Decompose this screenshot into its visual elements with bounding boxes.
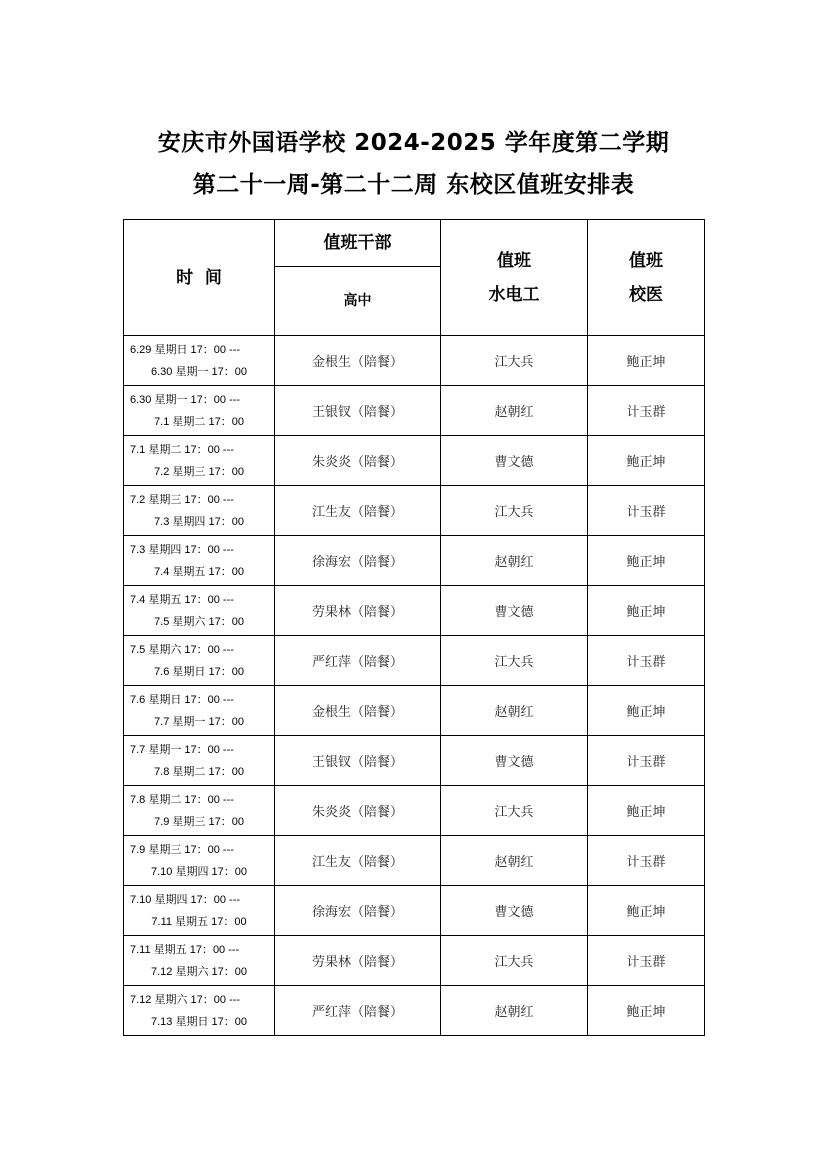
time-cell [124, 386, 275, 436]
document-title-line2: 第二十一周-第二十二周 东校区值班安排表 [192, 172, 635, 198]
document-title-line1: 安庆市外国语学校 2024-2025 学年度第二学期 [157, 130, 670, 156]
time-end: 7.3 星期四 17：00 [154, 515, 244, 528]
table-row [124, 986, 705, 1036]
time-end: 7.5 星期六 17：00 [154, 615, 244, 628]
time-end: 7.7 星期一 17：00 [154, 715, 244, 728]
electrician-cell: 赵朝红 [441, 386, 588, 436]
cadre-cell: 徐海宏（陪餐） [275, 536, 441, 586]
time-cell [124, 886, 275, 936]
time-start: 7.3 星期四 17：00 --- [130, 543, 234, 556]
time-end: 7.10 星期四 17：00 [151, 865, 247, 878]
doctor-cell: 计玉群 [588, 486, 705, 536]
doctor-cell: 鲍正坤 [588, 786, 705, 836]
cadre-cell: 江生友（陪餐） [275, 836, 441, 886]
table-row [124, 536, 705, 586]
header-doctor [588, 220, 705, 336]
cadre-cell: 金根生（陪餐） [275, 336, 441, 386]
time-start: 7.2 星期三 17：00 --- [130, 493, 234, 506]
time-cell [124, 986, 275, 1036]
doctor-cell: 鲍正坤 [588, 336, 705, 386]
time-start: 7.4 星期五 17：00 --- [130, 593, 234, 606]
doctor-cell: 计玉群 [588, 736, 705, 786]
cadre-cell: 朱炎炎（陪餐） [275, 436, 441, 486]
table-row [124, 386, 705, 436]
electrician-cell: 曹文德 [441, 586, 588, 636]
electrician-cell: 江大兵 [441, 336, 588, 386]
table-row [124, 586, 705, 636]
time-start: 7.1 星期二 17：00 --- [130, 443, 234, 456]
cadre-cell: 劳果林（陪餐） [275, 936, 441, 986]
doctor-cell: 鲍正坤 [588, 536, 705, 586]
time-end: 7.1 星期二 17：00 [154, 415, 244, 428]
header-doctor-line1: 值班 [629, 250, 663, 271]
table-row [124, 886, 705, 936]
time-start: 7.11 星期五 17：00 --- [130, 943, 240, 956]
header-time: 时 间 [124, 220, 275, 336]
cadre-cell: 金根生（陪餐） [275, 686, 441, 736]
time-end: 7.12 星期六 17：00 [151, 965, 247, 978]
table-row [124, 786, 705, 836]
table-row [124, 736, 705, 786]
table-row [124, 686, 705, 736]
time-end: 7.2 星期三 17：00 [154, 465, 244, 478]
duty-roster-table [123, 219, 705, 1036]
time-start: 7.12 星期六 17：00 --- [130, 993, 241, 1006]
time-start: 6.29 星期日 17：00 --- [130, 343, 241, 356]
table-row [124, 486, 705, 536]
header-electrician [441, 220, 588, 336]
cadre-cell: 王银钗（陪餐） [275, 386, 441, 436]
cadre-cell: 朱炎炎（陪餐） [275, 786, 441, 836]
table-row [124, 436, 705, 486]
cadre-cell: 严红萍（陪餐） [275, 636, 441, 686]
time-start: 7.7 星期一 17：00 --- [130, 743, 234, 756]
electrician-cell: 江大兵 [441, 486, 588, 536]
time-cell [124, 336, 275, 386]
header-doctor-line2: 校医 [629, 284, 663, 305]
electrician-cell: 江大兵 [441, 786, 588, 836]
doctor-cell: 鲍正坤 [588, 986, 705, 1036]
electrician-cell: 赵朝红 [441, 836, 588, 886]
electrician-cell: 曹文德 [441, 736, 588, 786]
electrician-cell: 曹文德 [441, 886, 588, 936]
electrician-cell: 赵朝红 [441, 536, 588, 586]
time-end: 7.11 星期五 17：00 [151, 915, 247, 928]
time-end: 7.4 星期五 17：00 [154, 565, 244, 578]
table-row [124, 336, 705, 386]
time-cell [124, 836, 275, 886]
time-start: 7.10 星期四 17：00 --- [130, 893, 241, 906]
doctor-cell: 计玉群 [588, 936, 705, 986]
electrician-cell: 曹文德 [441, 436, 588, 486]
header-cadre: 值班干部 [275, 220, 441, 267]
time-start: 7.9 星期三 17：00 --- [130, 843, 234, 856]
time-end: 7.6 星期日 17：00 [154, 665, 244, 678]
header-electrician-line1: 值班 [497, 250, 531, 271]
doctor-cell: 鲍正坤 [588, 586, 705, 636]
time-end: 7.8 星期二 17：00 [154, 765, 244, 778]
time-cell [124, 636, 275, 686]
cadre-cell: 王银钗（陪餐） [275, 736, 441, 786]
time-cell [124, 686, 275, 736]
time-start: 7.8 星期二 17：00 --- [130, 793, 234, 806]
time-start: 6.30 星期一 17：00 --- [130, 393, 241, 406]
table-row [124, 936, 705, 986]
doctor-cell: 计玉群 [588, 636, 705, 686]
cadre-cell: 江生友（陪餐） [275, 486, 441, 536]
table-row [124, 636, 705, 686]
cadre-cell: 严红萍（陪餐） [275, 986, 441, 1036]
electrician-cell: 赵朝红 [441, 986, 588, 1036]
time-start: 7.5 星期六 17：00 --- [130, 643, 234, 656]
doctor-cell: 鲍正坤 [588, 886, 705, 936]
time-cell [124, 786, 275, 836]
time-cell [124, 486, 275, 536]
electrician-cell: 江大兵 [441, 636, 588, 686]
cadre-cell: 劳果林（陪餐） [275, 586, 441, 636]
cadre-cell: 徐海宏（陪餐） [275, 886, 441, 936]
time-end: 6.30 星期一 17：00 [151, 365, 247, 378]
doctor-cell: 计玉群 [588, 836, 705, 886]
header-row-1 [124, 220, 705, 267]
doctor-cell: 鲍正坤 [588, 686, 705, 736]
time-cell [124, 936, 275, 986]
header-electrician-line2: 水电工 [488, 284, 540, 305]
doctor-cell: 鲍正坤 [588, 436, 705, 486]
doctor-cell: 计玉群 [588, 386, 705, 436]
time-cell [124, 536, 275, 586]
time-cell [124, 736, 275, 786]
electrician-cell: 赵朝红 [441, 686, 588, 736]
electrician-cell: 江大兵 [441, 936, 588, 986]
table-row [124, 836, 705, 886]
time-start: 7.6 星期日 17：00 --- [130, 693, 234, 706]
time-end: 7.13 星期日 17：00 [151, 1015, 247, 1028]
time-cell [124, 586, 275, 636]
time-end: 7.9 星期三 17：00 [154, 815, 244, 828]
header-cadre-sub: 高中 [275, 267, 441, 336]
time-cell [124, 436, 275, 486]
